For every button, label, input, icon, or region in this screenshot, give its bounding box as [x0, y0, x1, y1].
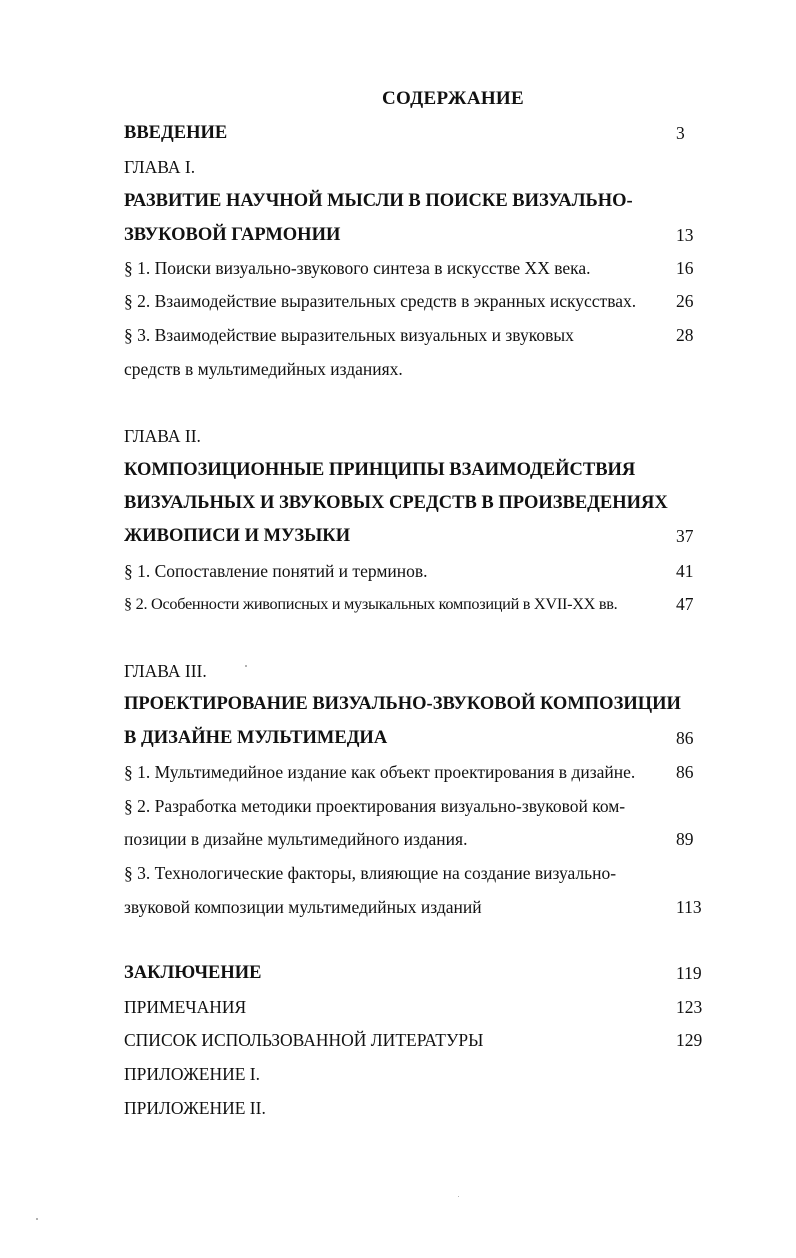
scan-speck	[36, 1218, 38, 1220]
toc-page-intro: 3	[676, 123, 685, 143]
toc-entry-chapter-2-title-c: ЖИВОПИСИ И МУЗЫКИ	[124, 526, 351, 546]
toc-title: СОДЕРЖАНИЕ	[382, 88, 524, 109]
toc-entry-3-2a: § 2. Разработка методики проектирования визуально-звуковой ком-	[124, 796, 626, 816]
toc-entry-chapter-3: ГЛАВА III.	[124, 661, 207, 681]
toc-entry-3-3b: звуковой композиции мультимедийных изданий	[124, 897, 482, 917]
toc-page-2-1: 41	[676, 561, 694, 581]
toc-entry-chapter-2-title-b: ВИЗУАЛЬНЫХ И ЗВУКОВЫХ СРЕДСТВ В ПРОИЗВЕДЕНИЯХ	[124, 493, 668, 513]
toc-page-2-2: 47	[676, 594, 694, 614]
toc-entry-chapter-1-title-b: ЗВУКОВОЙ ГАРМОНИИ	[124, 225, 341, 245]
toc-entry-2-1: § 1. Сопоставление понятий и терминов.	[124, 561, 428, 581]
toc-entry-chapter-3-title-b: В ДИЗАЙНЕ МУЛЬТИМЕДИА	[124, 728, 388, 748]
toc-entry-chapter-2-title-a: КОМПОЗИЦИОННЫЕ ПРИНЦИПЫ ВЗАИМОДЕЙСТВИЯ	[124, 460, 636, 480]
toc-entry-appendix-1: ПРИЛОЖЕНИЕ I.	[124, 1064, 260, 1084]
toc-entry-chapter-2: ГЛАВА II.	[124, 426, 201, 446]
toc-page-bibliography: 129	[676, 1030, 703, 1050]
toc-page-1-1: 16	[676, 258, 694, 278]
scan-speck	[458, 1196, 459, 1197]
toc-entry-chapter-1: ГЛАВА I.	[124, 157, 196, 177]
toc-entry-1-3b: средств в мультимедийных изданиях.	[124, 359, 403, 379]
toc-entry-1-2: § 2. Взаимодействие выразительных средств в экранных искусствах.	[124, 291, 637, 311]
toc-entry-chapter-3-title-a: ПРОЕКТИРОВАНИЕ ВИЗУАЛЬНО-ЗВУКОВОЙ КОМПОЗИЦИИ	[124, 694, 681, 714]
toc-page-1-2: 26	[676, 291, 694, 311]
toc-entry-chapter-1-title-a: РАЗВИТИЕ НАУЧНОЙ МЫСЛИ В ПОИСКЕ ВИЗУАЛЬНО-	[124, 191, 633, 211]
toc-entry-1-3a: § 3. Взаимодействие выразительных визуальных и звуковых	[124, 325, 574, 345]
toc-page-conclusion: 119	[676, 963, 702, 983]
toc-entry-2-2: § 2. Особенности живописных и музыкальных композиций в XVII-XX вв.	[124, 594, 618, 613]
toc-page-1-3: 28	[676, 325, 694, 345]
toc-entry-notes: ПРИМЕЧАНИЯ	[124, 997, 247, 1017]
toc-entry-1-1: § 1. Поиски визуально-звукового синтеза в искусстве XX века.	[124, 258, 591, 278]
toc-entry-intro: ВВЕДЕНИЕ	[124, 123, 228, 143]
toc-page-3-3: 113	[676, 897, 702, 917]
toc-page-3-1: 86	[676, 762, 694, 782]
toc-page-notes: 123	[676, 997, 703, 1017]
toc-page-3-2: 89	[676, 829, 694, 849]
toc-entry-conclusion: ЗАКЛЮЧЕНИЕ	[124, 963, 262, 983]
toc-entry-3-1: § 1. Мультимедийное издание как объект проектирования в дизайне.	[124, 762, 636, 782]
toc-entry-bibliography: СПИСОК ИСПОЛЬЗОВАННОЙ ЛИТЕРАТУРЫ	[124, 1030, 484, 1050]
toc-entry-3-3a: § 3. Технологические факторы, влияющие на создание визуально-	[124, 863, 617, 883]
toc-entry-3-2b: позиции в дизайне мультимедийного издания.	[124, 829, 468, 849]
toc-page-chapter-2: 37	[676, 526, 694, 546]
scan-speck	[245, 665, 247, 667]
toc-page-chapter-1: 13	[676, 225, 694, 245]
toc-entry-appendix-2: ПРИЛОЖЕНИЕ II.	[124, 1098, 266, 1118]
toc-page-chapter-3: 86	[676, 728, 694, 748]
